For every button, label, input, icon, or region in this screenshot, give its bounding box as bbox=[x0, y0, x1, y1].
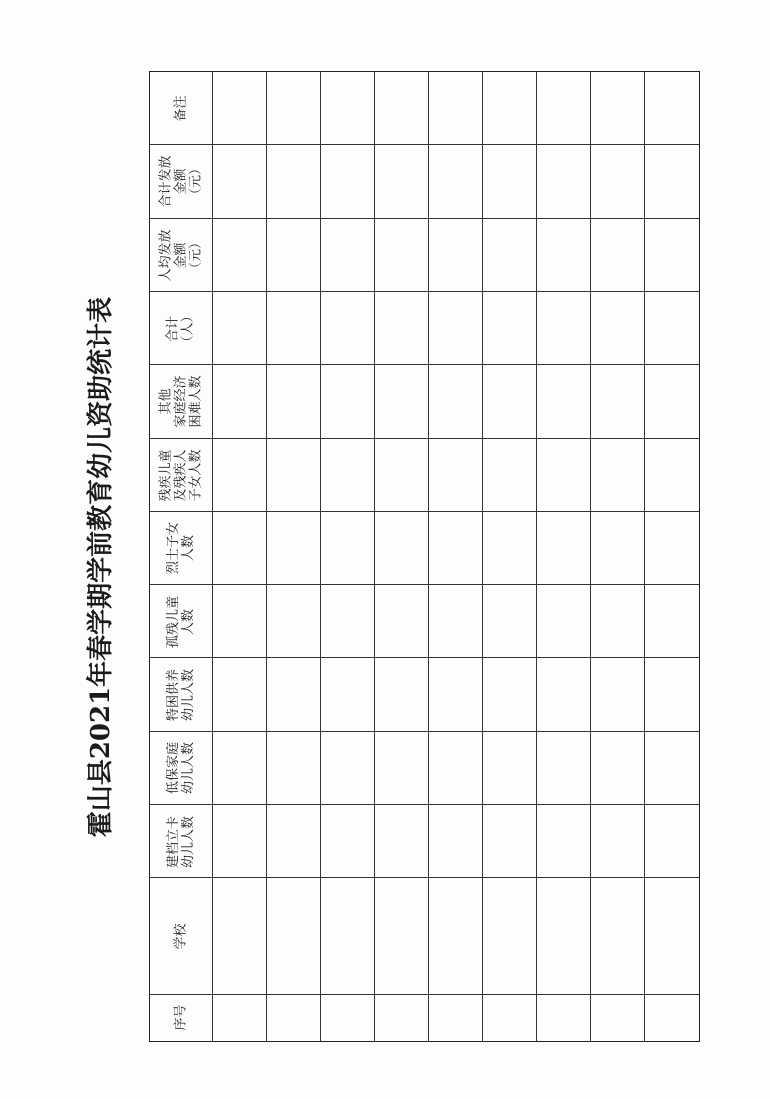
table-cell[interactable] bbox=[590, 219, 644, 292]
statistics-table bbox=[149, 71, 700, 1042]
table-cell[interactable] bbox=[590, 365, 644, 438]
header-label: 特困供养 幼儿人数 bbox=[165, 669, 196, 722]
table-cell[interactable] bbox=[212, 145, 266, 218]
table-cell[interactable] bbox=[482, 805, 536, 878]
table-cell[interactable] bbox=[482, 512, 536, 585]
table-cell[interactable] bbox=[320, 145, 374, 218]
table-cell[interactable] bbox=[536, 878, 590, 994]
header-cell-avg_amount bbox=[150, 219, 212, 292]
header-label: 低保家庭 幼儿人数 bbox=[165, 742, 196, 795]
table-cell[interactable] bbox=[644, 72, 698, 145]
header-label: 序号 bbox=[173, 1004, 189, 1031]
table-cell[interactable] bbox=[374, 145, 428, 218]
table-cell[interactable] bbox=[536, 805, 590, 878]
table-cell[interactable] bbox=[320, 219, 374, 292]
header-label: 人均发放 金额 （元） bbox=[158, 229, 204, 282]
table-cell[interactable] bbox=[644, 365, 698, 438]
table-cell[interactable] bbox=[374, 732, 428, 805]
table-cell[interactable] bbox=[266, 512, 320, 585]
table-cell[interactable] bbox=[428, 995, 482, 1040]
table-cell[interactable] bbox=[644, 145, 698, 218]
header-cell-low_income bbox=[150, 732, 212, 805]
header-cell-disabled bbox=[150, 439, 212, 512]
table-cell[interactable] bbox=[320, 512, 374, 585]
table-cell[interactable] bbox=[374, 585, 428, 658]
table-cell[interactable] bbox=[428, 658, 482, 731]
table-cell[interactable] bbox=[266, 658, 320, 731]
table-cell[interactable] bbox=[266, 72, 320, 145]
table-cell[interactable] bbox=[266, 292, 320, 365]
table-cell[interactable] bbox=[374, 72, 428, 145]
table-cell[interactable] bbox=[644, 658, 698, 731]
table-cell[interactable] bbox=[266, 878, 320, 994]
header-label: 孤残儿童 人数 bbox=[165, 595, 196, 648]
header-label: 建档立卡 幼儿人数 bbox=[165, 815, 196, 868]
table-cell[interactable] bbox=[212, 658, 266, 731]
header-label: 其他 家庭经济 困难人数 bbox=[158, 375, 204, 428]
table-cell[interactable] bbox=[428, 219, 482, 292]
table-cell[interactable] bbox=[266, 439, 320, 512]
table-cell[interactable] bbox=[482, 219, 536, 292]
table-cell[interactable] bbox=[212, 72, 266, 145]
table-cell[interactable] bbox=[482, 292, 536, 365]
header-label: 备注 bbox=[173, 95, 189, 122]
header-label: 合计 （人） bbox=[165, 309, 196, 349]
header-cell-total_amount bbox=[150, 145, 212, 218]
table-cell[interactable] bbox=[374, 878, 428, 994]
table-cell[interactable] bbox=[482, 995, 536, 1040]
header-cell-martyr bbox=[150, 512, 212, 585]
table-cell[interactable] bbox=[536, 732, 590, 805]
header-cell-registered bbox=[150, 805, 212, 878]
table-cell[interactable] bbox=[536, 219, 590, 292]
table-cell[interactable] bbox=[320, 585, 374, 658]
table-cell[interactable] bbox=[320, 439, 374, 512]
table-cell[interactable] bbox=[536, 72, 590, 145]
header-cell-total bbox=[150, 292, 212, 365]
table-cell[interactable] bbox=[212, 995, 266, 1040]
table-cell[interactable] bbox=[482, 365, 536, 438]
header-label: 烈士子女 人数 bbox=[165, 522, 196, 575]
table-cell[interactable] bbox=[320, 365, 374, 438]
table-cell[interactable] bbox=[374, 292, 428, 365]
table-cell[interactable] bbox=[536, 439, 590, 512]
table-cell[interactable] bbox=[590, 292, 644, 365]
table-cell[interactable] bbox=[428, 512, 482, 585]
header-cell-school bbox=[150, 878, 212, 994]
table-cell[interactable] bbox=[212, 219, 266, 292]
table-cell[interactable] bbox=[320, 658, 374, 731]
table-cell[interactable] bbox=[320, 995, 374, 1040]
table-cell[interactable] bbox=[320, 878, 374, 994]
table-cell[interactable] bbox=[320, 805, 374, 878]
table-cell[interactable] bbox=[266, 995, 320, 1040]
table-cell[interactable] bbox=[320, 732, 374, 805]
header-cell-other bbox=[150, 365, 212, 438]
table-cell[interactable] bbox=[320, 72, 374, 145]
table-cell[interactable] bbox=[644, 292, 698, 365]
table-cell[interactable] bbox=[536, 145, 590, 218]
table-cell[interactable] bbox=[374, 995, 428, 1040]
table-cell[interactable] bbox=[266, 219, 320, 292]
table-cell[interactable] bbox=[374, 658, 428, 731]
table-cell[interactable] bbox=[428, 439, 482, 512]
table-cell[interactable] bbox=[644, 512, 698, 585]
table-cell[interactable] bbox=[374, 219, 428, 292]
table-cell[interactable] bbox=[644, 995, 698, 1040]
table-cell[interactable] bbox=[482, 585, 536, 658]
table-cell[interactable] bbox=[428, 72, 482, 145]
table-cell[interactable] bbox=[482, 439, 536, 512]
table-cell[interactable] bbox=[482, 878, 536, 994]
table-cell[interactable] bbox=[266, 585, 320, 658]
table-cell[interactable] bbox=[590, 995, 644, 1040]
table-cell[interactable] bbox=[590, 658, 644, 731]
header-cell-remarks bbox=[150, 72, 212, 145]
table-cell[interactable] bbox=[266, 732, 320, 805]
table-cell[interactable] bbox=[536, 292, 590, 365]
header-label: 合计发放 金额 （元） bbox=[158, 155, 204, 208]
table-cell[interactable] bbox=[590, 512, 644, 585]
table-cell[interactable] bbox=[212, 512, 266, 585]
table-cell[interactable] bbox=[536, 512, 590, 585]
table-cell[interactable] bbox=[320, 292, 374, 365]
table-cell[interactable] bbox=[266, 805, 320, 878]
table-cell[interactable] bbox=[536, 365, 590, 438]
table-cell[interactable] bbox=[212, 439, 266, 512]
table-cell[interactable] bbox=[644, 585, 698, 658]
table-cell[interactable] bbox=[536, 585, 590, 658]
table-cell[interactable] bbox=[644, 439, 698, 512]
table-cell[interactable] bbox=[212, 732, 266, 805]
table-cell[interactable] bbox=[212, 365, 266, 438]
table-cell[interactable] bbox=[482, 658, 536, 731]
header-cell-seq bbox=[150, 995, 212, 1040]
table-cell[interactable] bbox=[590, 72, 644, 145]
table-cell[interactable] bbox=[482, 145, 536, 218]
table-cell[interactable] bbox=[374, 512, 428, 585]
table-cell[interactable] bbox=[536, 995, 590, 1040]
table-cell[interactable] bbox=[644, 805, 698, 878]
table-cell[interactable] bbox=[590, 805, 644, 878]
table-cell[interactable] bbox=[644, 732, 698, 805]
header-cell-special_support bbox=[150, 658, 212, 731]
table-cell[interactable] bbox=[590, 878, 644, 994]
table-cell[interactable] bbox=[590, 145, 644, 218]
table-cell[interactable] bbox=[428, 805, 482, 878]
table-cell[interactable] bbox=[266, 145, 320, 218]
header-label: 残疾儿童 及残疾人 子女人数 bbox=[158, 449, 204, 502]
header-cell-orphan bbox=[150, 585, 212, 658]
table-cell[interactable] bbox=[428, 145, 482, 218]
table-cell[interactable] bbox=[482, 72, 536, 145]
table-cell[interactable] bbox=[482, 732, 536, 805]
document-title: 霍山县2021年春学期学前教育幼儿资助统计表 bbox=[86, 296, 116, 838]
table-cell[interactable] bbox=[212, 292, 266, 365]
table-cell[interactable] bbox=[212, 585, 266, 658]
table-cell[interactable] bbox=[428, 878, 482, 994]
table-cell[interactable] bbox=[374, 805, 428, 878]
table-cell[interactable] bbox=[374, 439, 428, 512]
table-cell[interactable] bbox=[428, 365, 482, 438]
table-cell[interactable] bbox=[590, 732, 644, 805]
table-cell[interactable] bbox=[428, 732, 482, 805]
table-cell[interactable] bbox=[212, 878, 266, 994]
table-cell[interactable] bbox=[266, 365, 320, 438]
table-cell[interactable] bbox=[428, 585, 482, 658]
header-label: 学校 bbox=[173, 923, 189, 950]
table-cell[interactable] bbox=[536, 658, 590, 731]
table-cell[interactable] bbox=[590, 585, 644, 658]
table-cell[interactable] bbox=[644, 878, 698, 994]
table-cell[interactable] bbox=[590, 439, 644, 512]
table-cell[interactable] bbox=[428, 292, 482, 365]
table-cell[interactable] bbox=[644, 219, 698, 292]
table-cell[interactable] bbox=[374, 365, 428, 438]
table-cell[interactable] bbox=[212, 805, 266, 878]
